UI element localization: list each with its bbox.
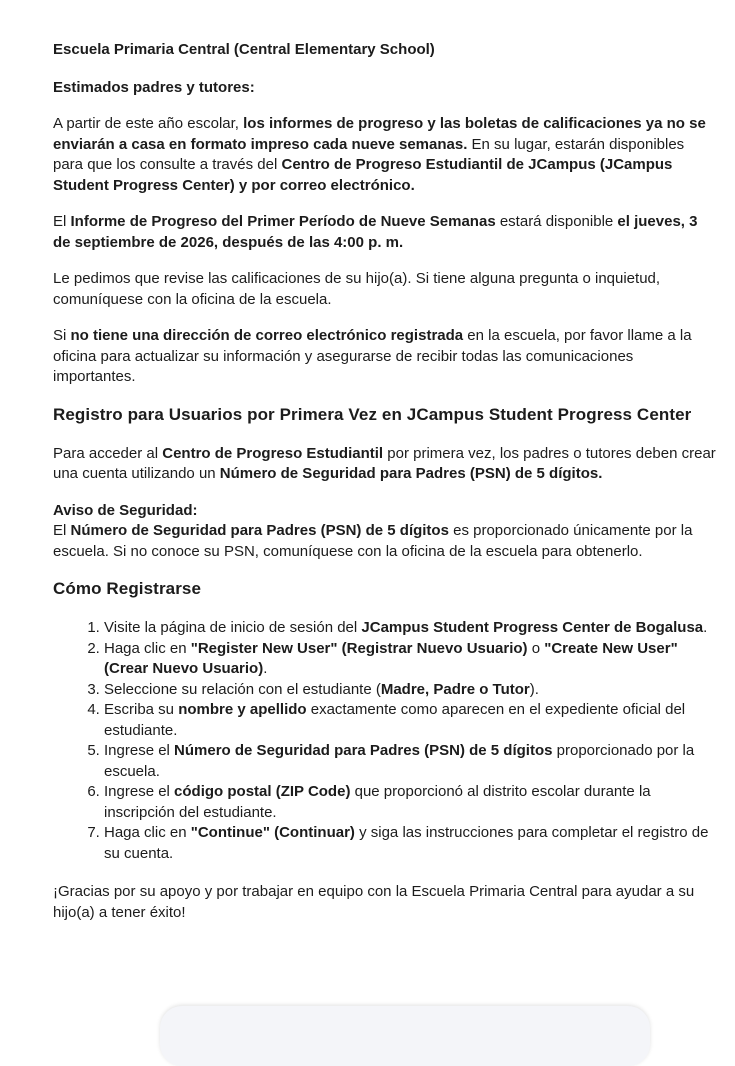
text: Ingrese el (104, 783, 175, 800)
school-name: Escuela Primaria Central (Central Elementary School) (53, 41, 435, 58)
bold-text: nombre y apellido (178, 701, 307, 718)
bold-text: "Create New User" (Crear Nuevo Usuario) (104, 639, 678, 677)
bold-text: "Continue" (Continuar) (190, 824, 355, 841)
text: Para acceder al (53, 444, 163, 462)
bottom-toolbar-card[interactable] (160, 1006, 650, 1066)
bold-text: JCampus Student Progress Center de Bogalusa (361, 619, 704, 636)
paragraph-digital-reports (53, 114, 717, 196)
text: proporcionado por la escuela. (104, 742, 695, 780)
bold-text: Madre, Padre o Tutor (380, 680, 530, 698)
list-item (104, 823, 717, 864)
text: por primera vez, los padres o tutores deben crear una cuenta utilizando un (53, 444, 716, 482)
bold-text: Centro de Progreso Estudiantil (162, 444, 384, 462)
letter-document (53, 40, 717, 939)
section-title-how-to-register: Cómo Registrarse (53, 579, 202, 598)
bold-text: Informe de Progreso del Primer Período de Nueve Semanas (70, 213, 496, 230)
bold-text: Número de Seguridad para Padres (PSN) de 5 dígitos (70, 522, 449, 539)
paragraph-review-grades: Le pedimos que revise las calificaciones de su hijo(a). Si tiene alguna pregunta o inquietud, comuníquese con la oficina de la escuela. (53, 270, 661, 308)
paragraph-email-registration (53, 326, 717, 388)
registration-steps-list (53, 618, 717, 864)
list-item (104, 680, 717, 701)
text: Si (53, 327, 71, 344)
list-item (104, 639, 717, 680)
text: Seleccione su relación con el estudiante ( (104, 680, 381, 698)
text: Haga clic en (104, 824, 191, 841)
security-notice-body (53, 521, 717, 562)
list-item (104, 741, 717, 782)
bold-text: "Register New User" (Registrar Nuevo Usuario) (190, 639, 528, 657)
text: En su lugar, estarán disponibles para que los consulte a través del (53, 135, 685, 173)
text: A partir de este año escolar, (53, 115, 244, 132)
text: es proporcionado únicamente por la escuela. Si no conoce su PSN, comuníquese con la oficina de la escuela para obtenerlo. (53, 522, 693, 560)
text: Escriba su (104, 701, 179, 718)
bold-text: Número de Seguridad para Padres (PSN) de 5 dígitos (174, 742, 553, 759)
text: El (53, 522, 71, 539)
bold-text: el jueves, 3 de septiembre de 2026, después de las 4:00 p. m. (53, 213, 698, 251)
text: estará disponible (495, 213, 618, 230)
bold-text: los informes de progreso y las boletas de calificaciones ya no se enviarán a casa en formato impreso cada nueve semanas. (53, 115, 706, 153)
text: El (53, 213, 71, 230)
text: que proporcionó al distrito escolar durante la inscripción del estudiante. (104, 783, 651, 821)
text: ). (529, 680, 539, 698)
text: Haga clic en (104, 639, 191, 657)
text: o (527, 639, 545, 657)
bold-text: código postal (ZIP Code) (174, 783, 351, 800)
text: y siga las instrucciones para completar el registro de su cuenta. (104, 824, 709, 862)
paragraph-access-center (53, 444, 717, 485)
text: Ingrese el (104, 742, 175, 759)
paragraph-report-date (53, 212, 717, 253)
list-item (104, 700, 717, 741)
section-title-first-time-registration: Registro para Usuarios por Primera Vez en JCampus Student Progress Center (53, 404, 692, 424)
list-item (104, 782, 717, 823)
text: exactamente como aparecen en el expediente oficial del estudiante. (104, 701, 686, 739)
text: en la escuela, por favor llame a la oficina para actualizar su información y asegurarse de recibir todas las comunicaciones importantes. (53, 327, 692, 385)
bold-text: no tiene una dirección de correo electrónico registrada (70, 327, 464, 344)
list-item (104, 618, 717, 639)
closing-paragraph: ¡Gracias por su apoyo y por trabajar en equipo con la Escuela Primaria Central para ayudar a su hijo(a) a tener éxito! (53, 883, 695, 921)
text: . (703, 619, 708, 636)
text: Visite la página de inicio de sesión del (104, 619, 362, 636)
bold-text: Número de Seguridad para Padres (PSN) de 5 dígitos. (219, 465, 603, 482)
text: . (263, 660, 268, 677)
greeting: Estimados padres y tutores: (53, 78, 255, 96)
security-notice-title: Aviso de Seguridad: (53, 501, 198, 519)
bold-text: Centro de Progreso Estudiantil de JCampus (JCampus Student Progress Center) y por correo electrónico. (53, 156, 673, 194)
